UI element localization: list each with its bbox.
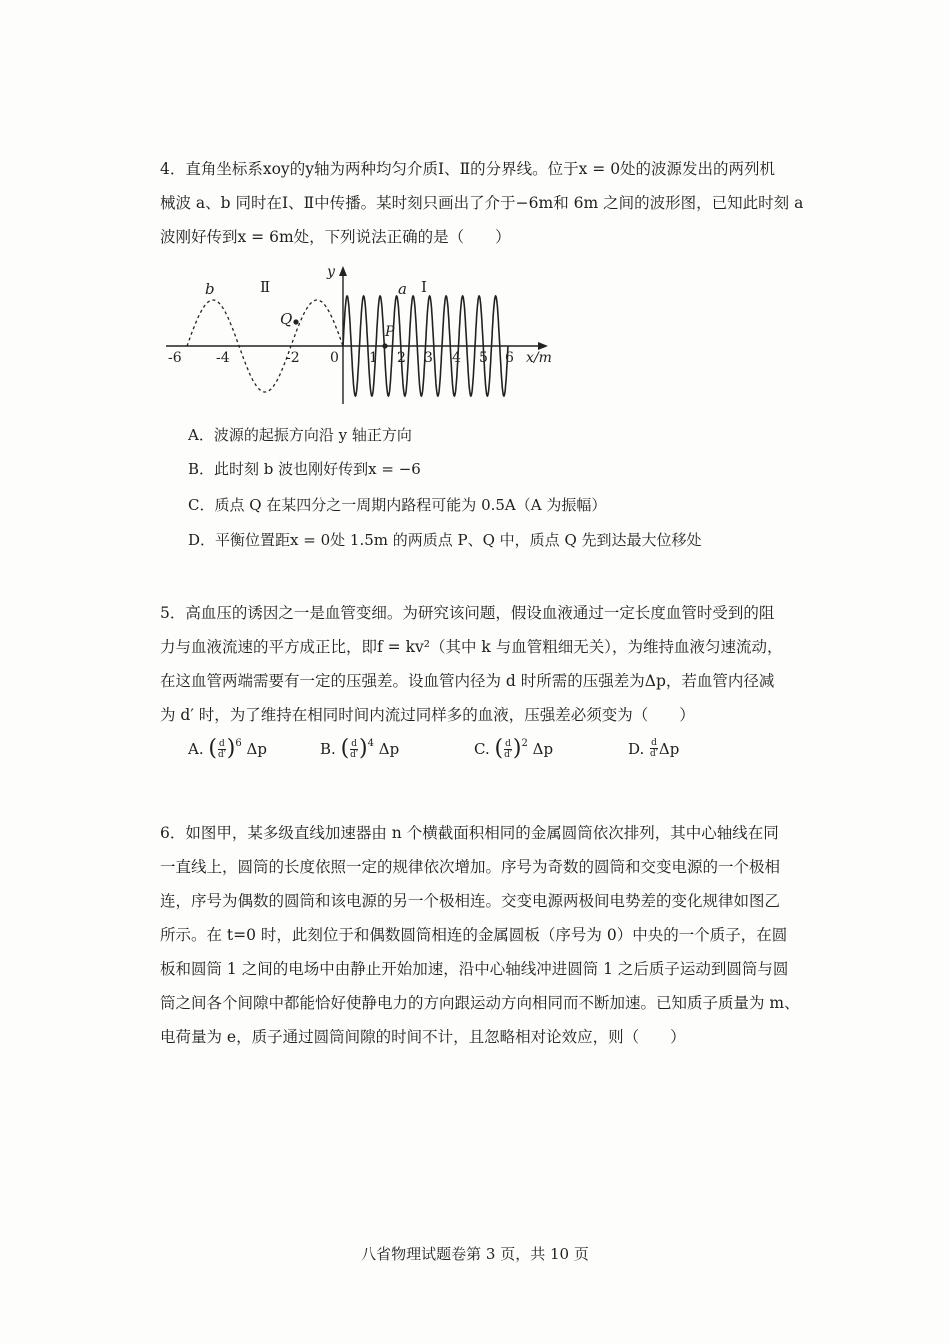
q4-line-2: 械波 a、b 同时在Ⅰ、Ⅱ中传播。某时刻只画出了介于−6m和 6m 之间的波形图，已知此时刻 a: [160, 194, 804, 212]
tick-neg4: -4: [216, 350, 230, 366]
q5-a-dp: Δp: [246, 740, 267, 758]
point-q-dot: [293, 319, 298, 324]
q6-line-3: 连，序号为偶数的圆筒和该电源的另一个极相连。交变电源两极间电势差的变化规律如图乙: [160, 892, 781, 910]
q5-option-a: A. ( $\frac{d}{d'}$ ) $^6$ Δp: [188, 736, 267, 761]
q6-line-2: 一直线上，圆筒的长度依照一定的规律依次增加。序号为奇数的圆筒和交变电源的一个极相: [160, 858, 781, 876]
wave-figure: [162, 262, 562, 408]
q5-b-exponent: 4: [367, 737, 374, 749]
tick-2: 2: [397, 350, 406, 366]
q5-option-d: [628, 738, 679, 759]
label-y: y: [327, 264, 335, 280]
tick-3: 3: [424, 350, 433, 366]
q5-c-dp: Δp: [532, 740, 554, 758]
q4-option-b: B．此时刻 b 波也刚好传到x = −6: [188, 460, 421, 478]
label-q: Q: [280, 310, 293, 328]
q5-line-4: 为 d′ 时，为了维持在相同时间内流过同样多的血液，压强差必须变为（ ）: [160, 706, 695, 724]
y-axis-arrow-icon: [339, 266, 347, 276]
q5-option-b: B. ( $\frac{d}{d'}$ ) $^4$ Δp: [320, 736, 400, 761]
tick-neg6: -6: [168, 350, 182, 366]
question-4-stem: [160, 152, 804, 254]
question-5-stem: [160, 596, 800, 732]
q5-option-d-label: D.: [628, 739, 645, 758]
q6-line-5: 板和圆筒 1 之间的电场中由静止开始加速，沿中心轴线冲进圆筒 1 之后质子运动到圆筒与圆: [160, 960, 789, 978]
label-b: b: [205, 280, 215, 298]
q5-a-exponent: 6: [235, 737, 242, 749]
point-p-dot: [382, 343, 387, 348]
tick-6: 6: [505, 350, 514, 366]
q5-option-c-label: C.: [474, 740, 490, 758]
q5-line-1: 5．高血压的诱因之一是血管变细。为研究该问题，假设血液通过一定长度血管时受到的阻: [160, 604, 775, 622]
q5-d-dp: Δp: [658, 739, 680, 758]
tick-5: 5: [479, 350, 488, 366]
q4-line-1: 4．直角坐标系xoy的y轴为两种均匀介质Ⅰ、Ⅱ的分界线。位于x = 0处的波源发出的两列机: [160, 160, 776, 178]
x-axis-arrow-icon: [538, 342, 548, 350]
q5-option-a-label: A.: [188, 740, 204, 758]
tick-neg2: -2: [286, 350, 300, 366]
tick-1: 1: [369, 350, 378, 366]
q5-c-fraction: $\frac{d}{d'}$: [504, 738, 512, 760]
question-6-stem: [160, 816, 800, 1054]
q5-option-b-label: B.: [320, 740, 336, 758]
q5-b-fraction: $\frac{d}{d'}$: [350, 738, 358, 760]
label-a: a: [398, 280, 407, 298]
q6-line-1: 6．如图甲，某多级直线加速器由 n 个横截面积相同的金属圆筒依次排列，其中心轴线在同: [160, 824, 779, 842]
tick-0: 0: [330, 350, 339, 366]
q6-line-7: 电荷量为 e，质子通过圆筒间隙的时间不计，且忽略相对论效应，则（ ）: [160, 1028, 686, 1046]
q4-option-c: C．质点 Q 在某四分之一周期内路程可能为 0.5A（A 为振幅）: [188, 496, 607, 514]
q4-option-d: D．平衡位置距x = 0处 1.5m 的两质点 P、Q 中，质点 Q 先到达最大位移处: [188, 531, 702, 549]
label-p: P: [385, 324, 395, 340]
q5-line-2: 力与血液流速的平方成正比，即f = kv²（其中 k 与血管粗细无关），为维持血液匀速流动，: [160, 638, 783, 656]
q6-line-6: 筒之间各个间隙中都能恰好使静电力的方向跟运动方向相同而不断加速。已知质子质量为 m、: [160, 994, 800, 1012]
label-x: x/m: [526, 350, 552, 366]
q5-c-exponent: 2: [521, 737, 528, 749]
tick-4: 4: [452, 350, 461, 366]
q5-d-fraction: $\frac{d}{d'}$: [650, 738, 658, 759]
q5-b-dp: Δp: [378, 740, 400, 758]
label-ii: Ⅱ: [260, 278, 271, 296]
q6-line-4: 所示。在 t=0 时，此刻位于和偶数圆筒相连的金属圆板（序号为 0）中央的一个质子，在圆: [160, 926, 788, 944]
wave-a-solid: [343, 296, 508, 396]
q5-options: [188, 738, 748, 778]
q5-option-c: C. ( $\frac{d}{d'}$ ) $^2$ Δp: [474, 736, 554, 761]
page-footer: 八省物理试题卷第 3 页，共 10 页: [361, 1245, 589, 1263]
q5-line-3: 在这血管两端需要有一定的压强差。设血管内径为 d 时所需的压强差为Δp，若血管内径减: [160, 672, 775, 690]
label-i: Ⅰ: [421, 278, 427, 296]
q4-line-3: 波刚好传到x = 6m处，下列说法正确的是（ ）: [160, 228, 511, 246]
q5-a-fraction: $\frac{d}{d'}$: [217, 738, 226, 760]
q4-option-a: A．波源的起振方向沿 y 轴正方向: [188, 426, 412, 444]
